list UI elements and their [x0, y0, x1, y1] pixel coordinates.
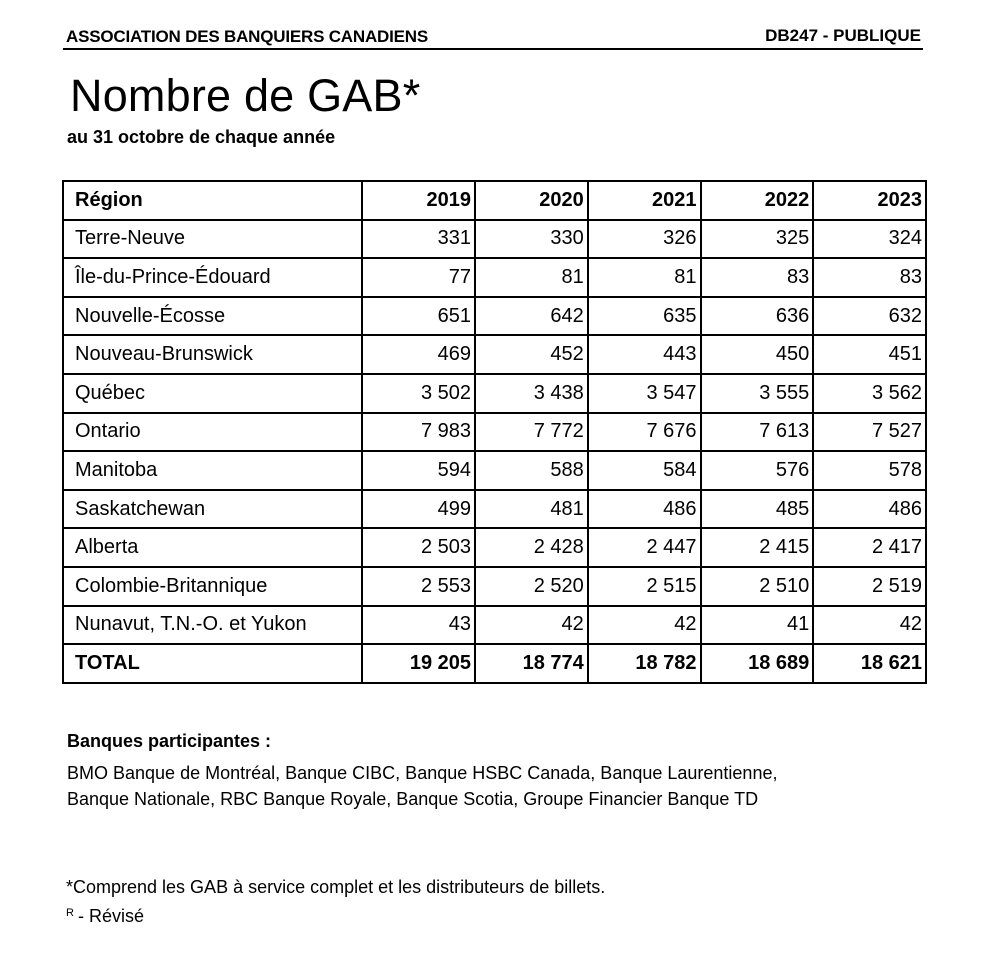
atm-table — [62, 180, 927, 684]
value-cell: 594 — [362, 451, 475, 490]
region-cell: Nouveau-Brunswick — [63, 335, 362, 374]
value-cell: 642 — [475, 297, 588, 336]
value-cell: 452 — [475, 335, 588, 374]
value-cell: 326 — [588, 220, 701, 259]
value-cell: 77 — [362, 258, 475, 297]
value-cell: 2 415 — [701, 528, 814, 567]
value-cell: 2 553 — [362, 567, 475, 606]
column-header-2019: 2019 — [362, 181, 475, 220]
value-cell: 588 — [475, 451, 588, 490]
value-cell: 636 — [701, 297, 814, 336]
participating-banks-label: Banques participantes : — [67, 731, 272, 751]
value-cell: 451 — [813, 335, 926, 374]
value-cell: 3 562 — [813, 374, 926, 413]
table-header-row — [63, 181, 926, 220]
value-cell: 3 547 — [588, 374, 701, 413]
value-cell: 2 503 — [362, 528, 475, 567]
column-header-region: Région — [63, 181, 362, 220]
value-cell: 7 676 — [588, 413, 701, 452]
value-cell: 578 — [813, 451, 926, 490]
total-row — [63, 644, 926, 683]
value-cell: 499 — [362, 490, 475, 529]
participating-banks-list: BMO Banque de Montréal, Banque CIBC, Banque HSBC Canada, Banque Laurentienne, Banque Nationale, RBC Banque Royale, Banque Scotia, Groupe Financier Banque TD — [67, 763, 778, 809]
value-cell: 7 527 — [813, 413, 926, 452]
table-row — [63, 258, 926, 297]
value-cell: 469 — [362, 335, 475, 374]
value-cell: 7 772 — [475, 413, 588, 452]
value-cell: 2 417 — [813, 528, 926, 567]
table-row — [63, 490, 926, 529]
value-cell: 2 447 — [588, 528, 701, 567]
value-cell: 450 — [701, 335, 814, 374]
column-header-2023: 2023 — [813, 181, 926, 220]
value-cell: 41 — [701, 606, 814, 645]
total-value-cell: 18 621 — [813, 644, 926, 683]
total-value-cell: 19 205 — [362, 644, 475, 683]
value-cell: 481 — [475, 490, 588, 529]
table-row — [63, 374, 926, 413]
table-row — [63, 335, 926, 374]
value-cell: 81 — [588, 258, 701, 297]
value-cell: 651 — [362, 297, 475, 336]
footnotes — [66, 874, 605, 929]
table-row — [63, 297, 926, 336]
total-value-cell: 18 782 — [588, 644, 701, 683]
region-cell: Manitoba — [63, 451, 362, 490]
value-cell: 331 — [362, 220, 475, 259]
region-cell: Terre-Neuve — [63, 220, 362, 259]
column-header-2020: 2020 — [475, 181, 588, 220]
table-row — [63, 413, 926, 452]
region-cell: Ontario — [63, 413, 362, 452]
total-value-cell: 18 774 — [475, 644, 588, 683]
value-cell: 2 428 — [475, 528, 588, 567]
value-cell: 7 983 — [362, 413, 475, 452]
value-cell: 486 — [813, 490, 926, 529]
region-cell: Colombie-Britannique — [63, 567, 362, 606]
page-subtitle: au 31 octobre de chaque année — [67, 127, 336, 147]
value-cell: 7 613 — [701, 413, 814, 452]
value-cell: 83 — [813, 258, 926, 297]
total-label: TOTAL — [63, 644, 362, 683]
asterisk-footnote: *Comprend les GAB à service complet et les distributeurs de billets. — [66, 877, 606, 897]
value-cell: 81 — [475, 258, 588, 297]
value-cell: 324 — [813, 220, 926, 259]
page-header — [63, 26, 923, 50]
value-cell: 2 520 — [475, 567, 588, 606]
value-cell: 486 — [588, 490, 701, 529]
column-header-2022: 2022 — [701, 181, 814, 220]
value-cell: 632 — [813, 297, 926, 336]
region-cell: Saskatchewan — [63, 490, 362, 529]
table-row — [63, 528, 926, 567]
value-cell: 443 — [588, 335, 701, 374]
value-cell: 83 — [701, 258, 814, 297]
value-cell: 485 — [701, 490, 814, 529]
page-title: Nombre de GAB* — [70, 70, 421, 121]
table-row — [63, 451, 926, 490]
value-cell: 42 — [588, 606, 701, 645]
column-header-2021: 2021 — [588, 181, 701, 220]
region-cell: Nunavut, T.N.-O. et Yukon — [63, 606, 362, 645]
value-cell: 2 510 — [701, 567, 814, 606]
participating-banks-section — [67, 731, 867, 812]
region-cell: Île-du-Prince-Édouard — [63, 258, 362, 297]
value-cell: 3 555 — [701, 374, 814, 413]
value-cell: 2 519 — [813, 567, 926, 606]
table-row — [63, 567, 926, 606]
value-cell: 584 — [588, 451, 701, 490]
document-id: DB247 - PUBLIQUE — [765, 26, 921, 45]
value-cell: 3 438 — [475, 374, 588, 413]
table-row — [63, 606, 926, 645]
revised-note-text: - Révisé — [77, 906, 144, 926]
value-cell: 42 — [475, 606, 588, 645]
value-cell: 43 — [362, 606, 475, 645]
value-cell: 635 — [588, 297, 701, 336]
region-cell: Alberta — [63, 528, 362, 567]
value-cell: 325 — [701, 220, 814, 259]
value-cell: 576 — [701, 451, 814, 490]
revised-footnote — [66, 900, 605, 929]
value-cell: 42 — [813, 606, 926, 645]
organization-name: ASSOCIATION DES BANQUIERS CANADIENS — [66, 27, 428, 46]
region-cell: Nouvelle-Écosse — [63, 297, 362, 336]
total-value-cell: 18 689 — [701, 644, 814, 683]
value-cell: 330 — [475, 220, 588, 259]
table-body — [63, 220, 926, 683]
region-cell: Québec — [63, 374, 362, 413]
table-row — [63, 220, 926, 259]
value-cell: 3 502 — [362, 374, 475, 413]
revised-marker: R — [66, 907, 74, 919]
value-cell: 2 515 — [588, 567, 701, 606]
